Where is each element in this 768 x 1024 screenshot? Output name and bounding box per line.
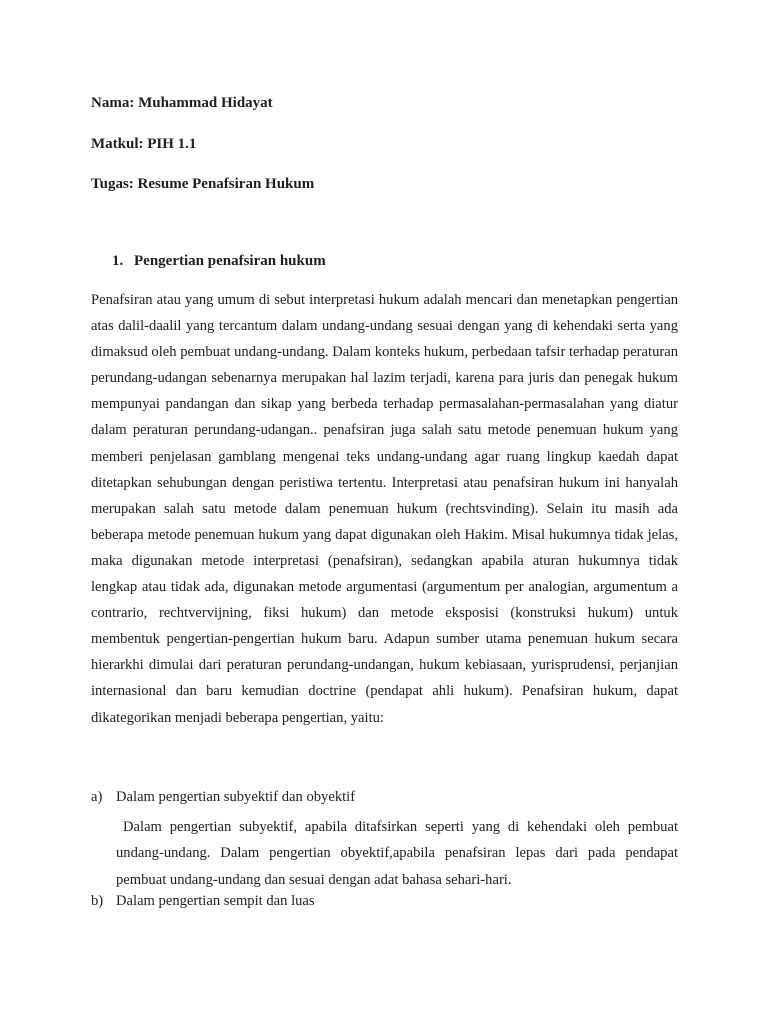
list-item-b-title: Dalam pengertian sempit dan luas <box>116 893 315 909</box>
list-item-a-title: Dalam pengertian subyektif dan obyektif <box>116 789 356 805</box>
list-item-b-marker: b) <box>91 893 104 909</box>
section-1-paragraph: Penafsiran atau yang umum di sebut interpretasi hukum adalah mencari dan menetapkan pengertian atas dalil-daalil yang tercantum dalam undang-undang sesuai dengan yang di kehendaki serta yang dimaksud oleh pembuat undang-undang. Dalam konteks hukum, perbedaan tafsir terhadap peraturan perundang-udangan sebenarnya merupakan hal lazim terjadi, karena para juris dan penegak hukum mempunyai pandangan dan sikap yang berbeda terhadap permasalahan-permasalahan yang diatur dalam peraturan perundang-udangan.. penafsiran juga salah satu metode penemuan hukum yang memberi penjelasan gamblang mengenai teks undang-undang agar ruang lingkup kaedah dapat ditetapkan sehubungan dengan peristiwa tertentu. Interpretasi atau penafsiran hukum ini hanyalah merupakan salah satu metode dalam penemuan hukum (rechtsvinding). Selain itu masih ada beberapa metode penemuan hukum yang dapat digunakan oleh Hakim. Misal hukumnya tidak jelas, maka digunakan metode interpretasi (penafsiran), sedangkan apabila aturan hukumnya tidak lengkap atau tidak ada, digunakan metode argumentasi (argumentum per analogian, argumentum a contrario, rechtvervijning, fiksi hukum) dan metode eksposisi (konstruksi hukum) untuk membentuk pengertian-pengertian hukum baru. Adapun sumber utama penemuan hukum secara hierarkhi dimulai dari peraturan perundang-undangan, hukum kebiasaan, yurisprudensi, perjanjian internasional dan baru kemudian doctrine (pendapat ahli hukum). Penafsiran hukum, dapat dikategorikan menjadi beberapa pengertian, yaitu: <box>91 292 678 726</box>
section-1-title: Pengertian penafsiran hukum <box>134 253 326 269</box>
list-item-a <box>91 788 355 806</box>
section-1-heading <box>112 252 326 270</box>
section-1-number: 1. <box>112 253 124 269</box>
list-item-b <box>91 892 315 910</box>
list-item-a-marker: a) <box>91 789 103 805</box>
course-line: Matkul: PIH 1.1 <box>91 136 197 152</box>
task-line: Tugas: Resume Penafsiran Hukum <box>91 176 315 192</box>
student-name-line: Nama: Muhammad Hidayat <box>91 95 273 111</box>
list-item-a-body: Dalam pengertian subyektif, apabila ditafsirkan seperti yang di kehendaki oleh pembuat undang-undang. Dalam pengertian obyektif,apabila penafsiran lepas dari pada pendapat pembuat undang-undang dan sesuai dengan adat bahasa sehari-hari. <box>116 819 678 888</box>
